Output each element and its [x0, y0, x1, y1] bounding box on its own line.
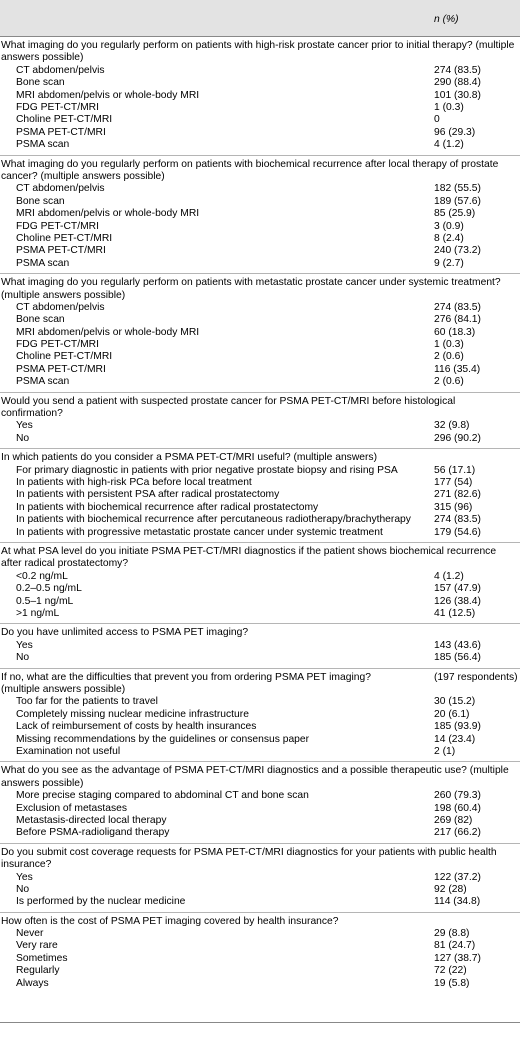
answer-value: 92 (28) — [434, 883, 467, 895]
answer-value: 182 (55.5) — [434, 183, 481, 195]
table-row — [0, 339, 520, 351]
question-text: How often is the cost of PSMA PET imaging covered by health insurance? — [1, 915, 339, 927]
answer-value: 116 (35.4) — [434, 363, 481, 375]
table-row — [0, 433, 520, 445]
answer-value: 143 (43.6) — [434, 639, 481, 651]
table-row — [0, 896, 520, 908]
answer-label: Yes — [16, 420, 33, 432]
table-row — [0, 139, 520, 151]
answer-label: Bone scan — [16, 314, 65, 326]
table-body — [0, 37, 520, 993]
answer-label: >1 ng/mL — [16, 607, 60, 619]
table-row — [0, 183, 520, 195]
table-row — [0, 233, 520, 245]
answer-value: 19 (5.8) — [434, 977, 470, 989]
answer-label: CT abdomen/pelvis — [16, 301, 105, 313]
answer-label: Metastasis-directed local therapy — [16, 814, 167, 826]
answer-value: 185 (56.4) — [434, 652, 481, 664]
answer-label: MRI abdomen/pelvis or whole-body MRI — [16, 208, 200, 220]
answer-label: No — [16, 432, 30, 444]
answer-label: PSMA PET-CT/MRI — [16, 126, 106, 138]
answer-label: No — [16, 883, 30, 895]
answer-value: 85 (25.9) — [434, 208, 476, 220]
table-row — [0, 790, 520, 802]
table-row — [0, 815, 520, 827]
question-section — [0, 392, 520, 449]
table-row — [0, 221, 520, 233]
table-row — [0, 245, 520, 257]
answer-value: 101 (30.8) — [434, 89, 481, 101]
table-row — [0, 640, 520, 652]
question-text: What imaging do you regularly perform on patients with biochemical recurrence after local therapy of prostate cancer? (multiple answers possible) — [1, 158, 499, 182]
answer-label: MRI abdomen/pelvis or whole-body MRI — [16, 326, 200, 338]
table-row — [0, 527, 520, 539]
question-section — [0, 912, 520, 993]
answer-value: 274 (83.5) — [434, 514, 481, 526]
answer-value: 122 (37.2) — [434, 871, 481, 883]
answer-value: 179 (54.6) — [434, 526, 481, 538]
table-row — [0, 953, 520, 965]
answer-value: 14 (23.4) — [434, 733, 476, 745]
table-row — [0, 364, 520, 376]
answer-value: 126 (38.4) — [434, 595, 481, 607]
table-row — [0, 596, 520, 608]
table-row — [0, 965, 520, 977]
question-row — [0, 277, 520, 302]
answer-value: 157 (47.9) — [434, 583, 481, 595]
answer-label: Never — [16, 928, 44, 940]
answer-label: Sometimes — [16, 952, 68, 964]
answer-value: 81 (24.7) — [434, 940, 476, 952]
question-text: Do you have unlimited access to PSMA PET imaging? — [1, 627, 249, 639]
answer-value: 260 (79.3) — [434, 790, 481, 802]
answer-value: 60 (18.3) — [434, 326, 476, 338]
question-section — [0, 843, 520, 912]
answer-value: 2 (1) — [434, 745, 456, 757]
table-row — [0, 652, 520, 664]
table-row — [0, 102, 520, 114]
question-row — [0, 627, 520, 639]
answer-value: 274 (83.5) — [434, 64, 481, 76]
answer-value: 72 (22) — [434, 965, 467, 977]
answer-value: 41 (12.5) — [434, 607, 476, 619]
answer-value: 315 (96) — [434, 501, 473, 513]
table-row — [0, 721, 520, 733]
answer-label: MRI abdomen/pelvis or whole-body MRI — [16, 89, 200, 101]
answer-label: In patients with progressive metastatic prostate cancer under systemic treatment — [16, 526, 383, 538]
answer-value: 290 (88.4) — [434, 77, 481, 89]
answer-value: 271 (82.6) — [434, 489, 481, 501]
answer-label: Is performed by the nuclear medicine — [16, 896, 186, 908]
table-row — [0, 940, 520, 952]
question-section — [0, 623, 520, 667]
answer-label: FDG PET-CT/MRI — [16, 339, 99, 351]
table-row — [0, 746, 520, 758]
table-row — [0, 90, 520, 102]
question-section — [0, 37, 520, 155]
answer-value: 20 (6.1) — [434, 708, 470, 720]
answer-label: Regularly — [16, 965, 60, 977]
table-row — [0, 827, 520, 839]
answer-label: In patients with persistent PSA after radical prostatectomy — [16, 489, 280, 501]
answer-label: Too far for the patients to travel — [16, 696, 158, 708]
answer-label: Yes — [16, 639, 33, 651]
table-row — [0, 127, 520, 139]
question-section — [0, 448, 520, 542]
answer-label: Exclusion of metastases — [16, 802, 128, 814]
answer-label: CT abdomen/pelvis — [16, 183, 105, 195]
question-text: Do you submit cost coverage requests for PSMA PET-CT/MRI diagnostics for your patients with public health insurance? — [1, 846, 497, 871]
question-section — [0, 668, 520, 762]
answer-value: 56 (17.1) — [434, 464, 476, 476]
column-header-n-percent: n (%) — [434, 14, 459, 25]
answer-value: 2 (0.6) — [434, 376, 464, 388]
answer-label: Before PSMA-radioligand therapy — [16, 827, 170, 839]
table-row — [0, 77, 520, 89]
answer-value: 189 (57.6) — [434, 195, 481, 207]
question-text: What do you see as the advantage of PSMA PET-CT/MRI diagnostics and a possible therapeutic use? (multiple answers possible) — [1, 765, 509, 789]
answer-label: 0.2–0.5 ng/mL — [16, 583, 82, 595]
answer-label: Lack of reimbursement of costs by health insurances — [16, 721, 257, 733]
question-text: What imaging do you regularly perform on patients with high-risk prostate cancer prior to initial therapy? (multiple answers possible) — [1, 40, 515, 64]
table-row — [0, 465, 520, 477]
question-section — [0, 542, 520, 623]
answer-label: Examination not useful — [16, 745, 121, 757]
answer-label: 0.5–1 ng/mL — [16, 595, 74, 607]
table-row — [0, 583, 520, 595]
table-row — [0, 477, 520, 489]
answer-value: 4 (1.2) — [434, 570, 464, 582]
table-row — [0, 571, 520, 583]
table-header — [0, 0, 520, 36]
answer-label: Yes — [16, 871, 33, 883]
answer-label: In patients with biochemical recurrence after radical prostatectomy — [16, 501, 319, 513]
answer-label: Choline PET-CT/MRI — [16, 114, 113, 126]
question-text: In which patients do you consider a PSMA PET-CT/MRI useful? (multiple answers) — [1, 452, 377, 464]
answer-value: 1 (0.3) — [434, 339, 464, 351]
answer-value: 177 (54) — [434, 477, 473, 489]
question-row — [0, 396, 520, 421]
table-row — [0, 872, 520, 884]
answer-value: 9 (2.7) — [434, 257, 464, 269]
question-row — [0, 546, 520, 571]
table-row — [0, 734, 520, 746]
question-section — [0, 273, 520, 392]
answer-label: PSMA scan — [16, 376, 70, 388]
answer-value: 8 (2.4) — [434, 232, 464, 244]
answer-value: 32 (9.8) — [434, 420, 470, 432]
answer-value: 2 (0.6) — [434, 351, 464, 363]
question-section — [0, 155, 520, 274]
question-section — [0, 761, 520, 842]
answer-value: 29 (8.8) — [434, 928, 470, 940]
answer-label: Missing recommendations by the guidelines or consensus paper — [16, 733, 310, 745]
answer-label: Always — [16, 977, 49, 989]
question-row — [0, 916, 520, 928]
question-row — [0, 40, 520, 65]
table-row — [0, 514, 520, 526]
answer-label: Completely missing nuclear medicine infrastructure — [16, 708, 249, 720]
answer-value: 3 (0.9) — [434, 220, 464, 232]
table-row — [0, 196, 520, 208]
table-bottom-rule — [0, 1022, 520, 1023]
table-row — [0, 803, 520, 815]
answer-label: PSMA PET-CT/MRI — [16, 363, 106, 375]
answer-label: For primary diagnostic in patients with prior negative prostate biopsy and rising PSA — [16, 464, 398, 476]
table-row — [0, 376, 520, 388]
answer-value: 217 (66.2) — [434, 827, 481, 839]
table-row — [0, 351, 520, 363]
question-text: Would you send a patient with suspected prostate cancer for PSMA PET-CT/MRI before histological confirmation? — [1, 395, 456, 420]
question-text: At what PSA level do you initiate PSMA PET-CT/MRI diagnostics if the patient shows biochemical recurrence after radical prostatectomy? — [1, 545, 497, 570]
answer-value: 4 (1.2) — [434, 139, 464, 151]
table-row — [0, 884, 520, 896]
respondents-note: (197 respondents) — [434, 671, 518, 683]
answer-label: FDG PET-CT/MRI — [16, 101, 99, 113]
answer-value: 0 — [434, 114, 440, 126]
answer-value: 276 (84.1) — [434, 314, 481, 326]
answer-label: In patients with high-risk PCa before local treatment — [16, 477, 252, 489]
answer-label: No — [16, 652, 30, 664]
question-text: If no, what are the difficulties that prevent you from ordering PSMA PET imaging? (multiple answers possible) — [1, 671, 371, 695]
answer-value: 274 (83.5) — [434, 301, 481, 313]
table-row — [0, 327, 520, 339]
answer-label: Bone scan — [16, 77, 65, 89]
answer-label: CT abdomen/pelvis — [16, 64, 105, 76]
answer-label: Choline PET-CT/MRI — [16, 351, 113, 363]
table-row — [0, 258, 520, 270]
answer-label: More precise staging compared to abdominal CT and bone scan — [16, 790, 309, 802]
answer-value: 114 (34.8) — [434, 896, 481, 908]
answer-value: 30 (15.2) — [434, 696, 476, 708]
table-row — [0, 502, 520, 514]
question-row — [0, 847, 520, 872]
answer-value: 198 (60.4) — [434, 802, 481, 814]
answer-label: <0.2 ng/mL — [16, 570, 68, 582]
table-row — [0, 314, 520, 326]
answer-label: Bone scan — [16, 195, 65, 207]
table-row — [0, 489, 520, 501]
question-row — [0, 452, 520, 464]
question-row — [0, 672, 520, 697]
answer-value: 240 (73.2) — [434, 245, 481, 257]
answer-value: 269 (82) — [434, 814, 473, 826]
answer-value: 127 (38.7) — [434, 952, 481, 964]
answer-value: 296 (90.2) — [434, 432, 481, 444]
answer-value: 1 (0.3) — [434, 101, 464, 113]
table-row — [0, 114, 520, 126]
answer-label: Choline PET-CT/MRI — [16, 232, 113, 244]
table-row — [0, 928, 520, 940]
question-row — [0, 159, 520, 184]
answer-label: PSMA scan — [16, 257, 70, 269]
question-text: What imaging do you regularly perform on patients with metastatic prostate cancer under systemic treatment? (multiple answers possible) — [1, 277, 501, 301]
answer-value: 96 (29.3) — [434, 126, 476, 138]
answer-label: PSMA PET-CT/MRI — [16, 245, 106, 257]
table-row — [0, 65, 520, 77]
answer-label: Very rare — [16, 940, 58, 952]
table-row — [0, 420, 520, 432]
question-row — [0, 765, 520, 790]
table-row — [0, 608, 520, 620]
table-row — [0, 302, 520, 314]
answer-label: PSMA scan — [16, 139, 70, 151]
table-row — [0, 709, 520, 721]
answer-value: 185 (93.9) — [434, 721, 481, 733]
table-row — [0, 696, 520, 708]
answer-label: FDG PET-CT/MRI — [16, 220, 99, 232]
table-row — [0, 978, 520, 990]
table-row — [0, 208, 520, 220]
answer-label: In patients with biochemical recurrence after percutaneous radiotherapy/brachytherapy — [16, 514, 411, 526]
